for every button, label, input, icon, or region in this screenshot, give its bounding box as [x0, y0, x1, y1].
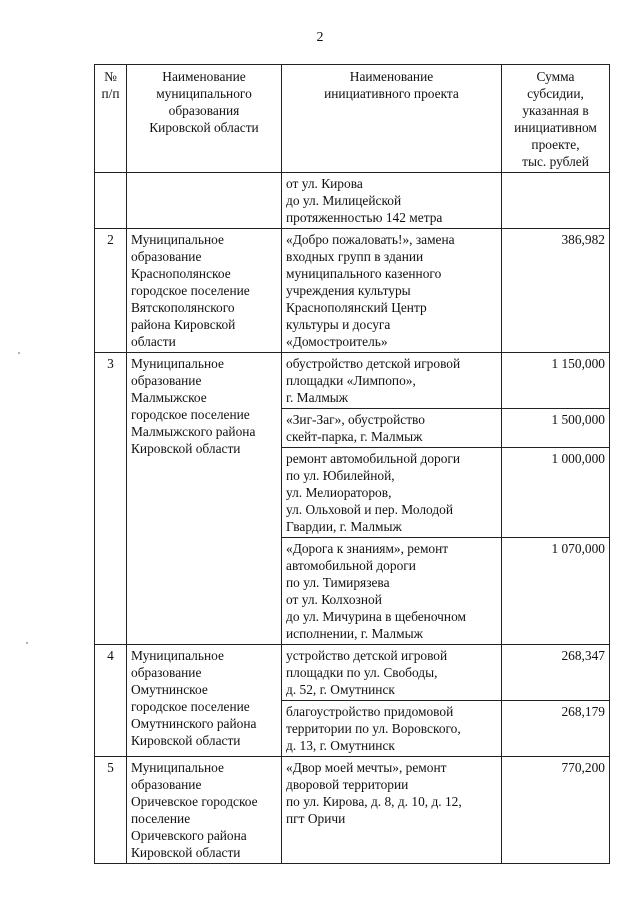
cell-sum: 770,200 [502, 757, 610, 864]
cell-sum: 268,347 [502, 645, 610, 701]
table-row [95, 353, 610, 409]
table-row-continuation [95, 173, 610, 229]
cell-project: обустройство детской игровой площадки «Лимпопо», г. Малмыж [282, 353, 502, 409]
cell-project: «Добро пожаловать!», замена входных групп в здании муниципального казенного учреждения культуры Краснополянский Центр культуры и досуга «Домостроитель» [282, 229, 502, 353]
cell-sum: 1 500,000 [502, 409, 610, 448]
cell-sum: 268,179 [502, 701, 610, 757]
cell-num: 5 [95, 757, 127, 864]
cell-num: 3 [95, 353, 127, 645]
table-row [95, 645, 610, 701]
header-num: № п/п [95, 65, 127, 173]
table-row [95, 757, 610, 864]
cell-municipality: Муниципальное образование Оричевское городское поселение Оричевского района Кировской области [127, 757, 282, 864]
cell-project: «Двор моей мечты», ремонт дворовой территории по ул. Кирова, д. 8, д. 10, д. 12, пгт Оричи [282, 757, 502, 864]
cell-sum: 1 070,000 [502, 538, 610, 645]
cell-project: устройство детской игровой площадки по ул. Свободы, д. 52, г. Омутнинск [282, 645, 502, 701]
cell-municipality: Муниципальное образование Краснополянское городское поселение Вятскополянского района Кировской области [127, 229, 282, 353]
cell-sum [502, 173, 610, 229]
scan-speck [18, 352, 20, 354]
cell-sum: 1 150,000 [502, 353, 610, 409]
cell-num: 4 [95, 645, 127, 757]
page-number: 2 [316, 30, 324, 45]
cell-project: ремонт автомобильной дороги по ул. Юбилейной, ул. Мелиораторов, ул. Ольховой и пер. Молодой Гвардии, г. Малмыж [282, 448, 502, 538]
cell-project: «Зиг-Заг», обустройство скейт-парка, г. Малмыж [282, 409, 502, 448]
cell-sum: 1 000,000 [502, 448, 610, 538]
cell-num [95, 173, 127, 229]
cell-municipality [127, 173, 282, 229]
cell-municipality: Муниципальное образование Малмыжское городское поселение Малмыжского района Кировской области [127, 353, 282, 645]
header-sum: Сумма субсидии, указанная в инициативном проекте, тыс. рублей [502, 65, 610, 173]
header-municipality: Наименование муниципального образования Кировской области [127, 65, 282, 173]
table-row [95, 229, 610, 353]
subsidy-table [94, 64, 610, 864]
cell-municipality: Муниципальное образование Омутнинское городское поселение Омутнинского района Кировской области [127, 645, 282, 757]
header-project: Наименование инициативного проекта [282, 65, 502, 173]
cell-num: 2 [95, 229, 127, 353]
scan-speck [26, 642, 28, 644]
cell-project: от ул. Кирова до ул. Милицейской протяженностью 142 метра [282, 173, 502, 229]
table-header-row [95, 65, 610, 173]
cell-sum: 386,982 [502, 229, 610, 353]
cell-project: благоустройство придомовой территории по ул. Воровского, д. 13, г. Омутнинск [282, 701, 502, 757]
cell-project: «Дорога к знаниям», ремонт автомобильной дороги по ул. Тимирязева от ул. Колхозной до ул. Мичурина в щебеночном исполнении, г. Малмыж [282, 538, 502, 645]
